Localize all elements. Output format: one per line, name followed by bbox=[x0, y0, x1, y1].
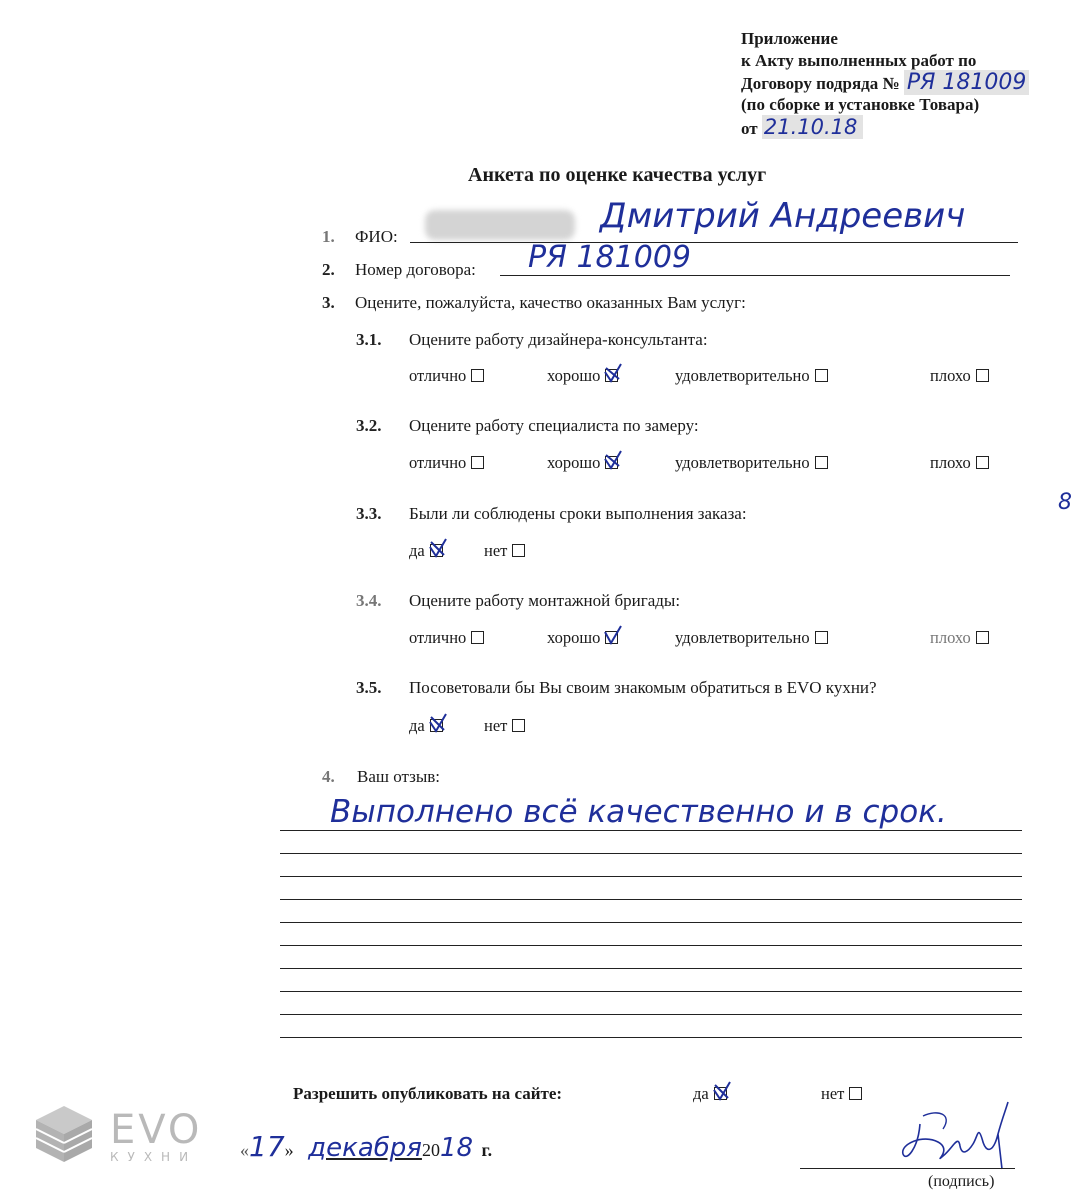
contract-number-handwritten: РЯ 181009 bbox=[904, 70, 1030, 95]
option-label: удовлетворительно bbox=[675, 366, 810, 385]
contract-date-handwritten: 21.10.18 bbox=[762, 115, 864, 139]
q35-number: 3.5. bbox=[356, 678, 382, 697]
date-day: 17 bbox=[249, 1130, 285, 1163]
checkbox-bad[interactable] bbox=[976, 631, 989, 644]
contract-label: Номер договора: bbox=[355, 260, 476, 279]
q31-text: Оцените работу дизайнера-консультанта: bbox=[409, 330, 708, 349]
q33-yes[interactable] bbox=[409, 541, 443, 561]
review-line bbox=[280, 1014, 1022, 1015]
checkbox-bad[interactable] bbox=[976, 369, 989, 382]
q34-good[interactable] bbox=[547, 628, 618, 648]
logo-sub: КУХНИ bbox=[110, 1150, 198, 1164]
q31-excellent[interactable] bbox=[409, 366, 484, 386]
review-line bbox=[280, 899, 1022, 900]
q33-text: Были ли соблюдены сроки выполнения заказа: bbox=[409, 504, 747, 523]
q35-text: Посоветовали бы Вы своим знакомым обратиться в EVO кухни? bbox=[409, 678, 877, 697]
option-label: нет bbox=[821, 1084, 845, 1103]
option-label: плохо bbox=[930, 366, 971, 385]
publish-no[interactable] bbox=[821, 1084, 862, 1104]
q34-number: 3.4. bbox=[356, 591, 382, 610]
review-line bbox=[280, 945, 1022, 946]
q32-excellent[interactable] bbox=[409, 453, 484, 473]
review-line bbox=[280, 853, 1022, 854]
checkbox-excellent[interactable] bbox=[471, 456, 484, 469]
item-4-number: 4. bbox=[322, 767, 335, 786]
review-line bbox=[280, 876, 1022, 877]
check-mark-icon bbox=[712, 1080, 732, 1102]
publish-yes[interactable] bbox=[693, 1084, 727, 1104]
item-3-number: 3. bbox=[322, 293, 335, 312]
option-label: хорошо bbox=[547, 366, 601, 385]
q31-bad[interactable] bbox=[930, 366, 989, 386]
evo-cube-logo-icon bbox=[32, 1102, 96, 1164]
option-label: отлично bbox=[409, 366, 467, 385]
date-line: «17» декабря2018 г. bbox=[240, 1130, 493, 1163]
contract-line bbox=[500, 275, 1010, 276]
check-mark-icon bbox=[428, 712, 448, 734]
checkbox-yes-checked[interactable] bbox=[430, 544, 443, 557]
appendix-date bbox=[741, 116, 863, 140]
review-handwritten: Выполнено всё качественно и в срок. bbox=[330, 794, 947, 830]
checkbox-satisfactory[interactable] bbox=[815, 369, 828, 382]
option-label: да bbox=[409, 716, 425, 735]
option-label: удовлетворительно bbox=[675, 628, 810, 647]
checkbox-no[interactable] bbox=[512, 719, 525, 732]
checkbox-good-checked[interactable] bbox=[605, 456, 618, 469]
signature-line bbox=[800, 1168, 1015, 1169]
option-label: плохо bbox=[930, 628, 971, 647]
signature-scribble bbox=[898, 1094, 1018, 1174]
checkbox-excellent[interactable] bbox=[471, 369, 484, 382]
q35-yes[interactable] bbox=[409, 716, 443, 736]
evo-logo-text bbox=[110, 1107, 203, 1164]
fio-label: ФИО: bbox=[355, 227, 398, 246]
option-label: хорошо bbox=[547, 628, 601, 647]
checkbox-good-checked[interactable] bbox=[605, 631, 618, 644]
review-line bbox=[280, 968, 1022, 969]
publish-label: Разрешить опубликовать на сайте: bbox=[293, 1084, 563, 1103]
q32-satisfactory[interactable] bbox=[675, 453, 828, 473]
appendix-title: Приложение bbox=[741, 29, 838, 48]
q32-bad[interactable] bbox=[930, 453, 989, 473]
review-line bbox=[280, 830, 1022, 831]
fio-handwritten: Дмитрий Андреевич bbox=[600, 196, 966, 236]
q31-satisfactory[interactable] bbox=[675, 366, 828, 386]
date-month: декабря bbox=[308, 1133, 422, 1163]
q32-text: Оцените работу специалиста по замеру: bbox=[409, 416, 699, 435]
q34-excellent[interactable] bbox=[409, 628, 484, 648]
review-line bbox=[280, 1037, 1022, 1038]
form-title: Анкета по оценке качества услуг bbox=[468, 164, 767, 186]
signature-label: (подпись) bbox=[928, 1173, 995, 1190]
checkbox-publish-no[interactable] bbox=[849, 1087, 862, 1100]
review-line bbox=[280, 991, 1022, 992]
date-year-unit: г. bbox=[481, 1140, 493, 1160]
q32-number: 3.2. bbox=[356, 416, 382, 435]
q32-good[interactable] bbox=[547, 453, 618, 473]
rate-label: Оцените, пожалуйста, качество оказанных Вам услуг: bbox=[355, 293, 746, 312]
q33-no[interactable] bbox=[484, 541, 525, 561]
date-year-suffix: 18 bbox=[439, 1133, 474, 1163]
q34-text: Оцените работу монтажной бригады: bbox=[409, 591, 681, 610]
checkbox-satisfactory[interactable] bbox=[815, 456, 828, 469]
check-mark-icon bbox=[603, 362, 623, 384]
checkbox-bad[interactable] bbox=[976, 456, 989, 469]
option-label: хорошо bbox=[547, 453, 601, 472]
review-label: Ваш отзыв: bbox=[357, 767, 441, 786]
option-label: плохо bbox=[930, 453, 971, 472]
option-label: удовлетворительно bbox=[675, 453, 810, 472]
checkbox-satisfactory[interactable] bbox=[815, 631, 828, 644]
appendix-subject: (по сборке и установке Товара) bbox=[741, 95, 980, 114]
option-label: да bbox=[693, 1084, 709, 1103]
q34-satisfactory[interactable] bbox=[675, 628, 828, 648]
q31-number: 3.1. bbox=[356, 330, 382, 349]
checkbox-excellent[interactable] bbox=[471, 631, 484, 644]
check-mark-icon bbox=[603, 624, 623, 646]
date-prefix: от bbox=[741, 119, 758, 138]
q33-number: 3.3. bbox=[356, 504, 382, 523]
review-line bbox=[280, 922, 1022, 923]
option-label: отлично bbox=[409, 453, 467, 472]
checkbox-no[interactable] bbox=[512, 544, 525, 557]
redacted-surname bbox=[425, 210, 575, 240]
check-mark-icon bbox=[428, 537, 448, 559]
appendix-ref: к Акту выполненных работ по bbox=[741, 51, 977, 70]
checkbox-yes-checked[interactable] bbox=[430, 719, 443, 732]
item-2-number: 2. bbox=[322, 260, 335, 279]
option-label: нет bbox=[484, 541, 508, 560]
option-label: нет bbox=[484, 716, 508, 735]
contract-prefix: Договору подряда № bbox=[741, 74, 900, 93]
item-1-number: 1. bbox=[322, 227, 335, 246]
contract-handwritten: РЯ 181009 bbox=[528, 240, 691, 275]
margin-mark: 8 bbox=[1058, 490, 1072, 515]
check-mark-icon bbox=[603, 449, 623, 471]
date-year-prefix: 20 bbox=[421, 1140, 440, 1160]
q35-no[interactable] bbox=[484, 716, 525, 736]
checkbox-publish-yes-checked[interactable] bbox=[714, 1087, 727, 1100]
fio-line bbox=[410, 242, 1018, 243]
option-label: да bbox=[409, 541, 425, 560]
q34-bad[interactable] bbox=[930, 628, 989, 648]
logo-brand: EVO bbox=[110, 1107, 203, 1153]
appendix-contract bbox=[741, 72, 1029, 95]
q31-good[interactable] bbox=[547, 366, 618, 386]
checkbox-good-checked[interactable] bbox=[605, 369, 618, 382]
option-label: отлично bbox=[409, 628, 467, 647]
